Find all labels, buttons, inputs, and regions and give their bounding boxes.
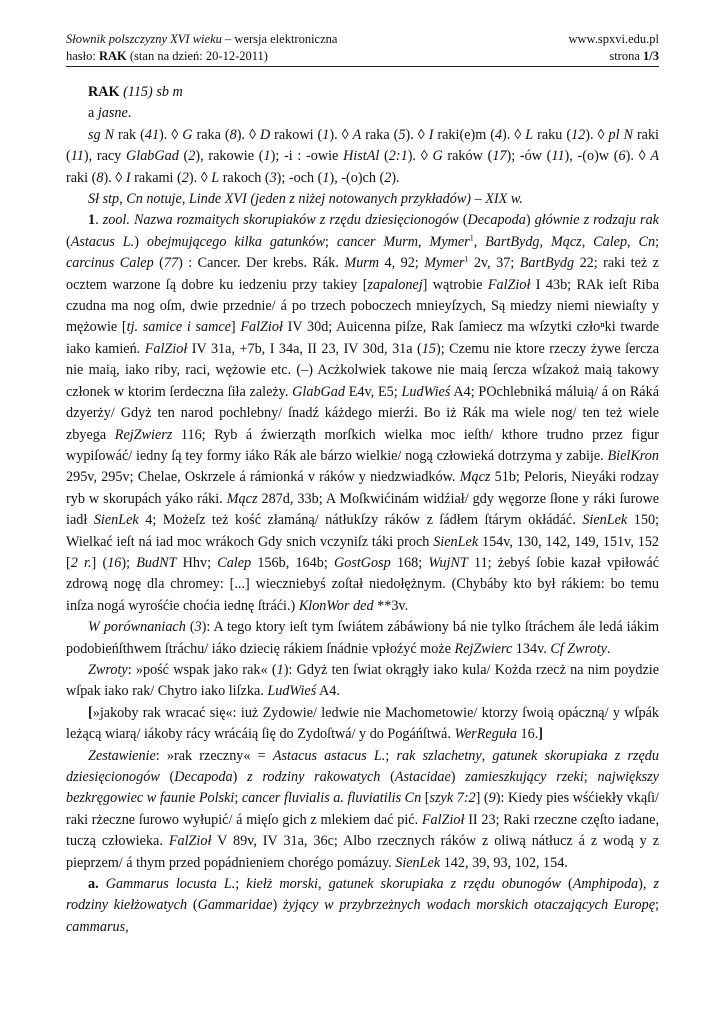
headword-label: hasło: RAK (stan na dzień: 20-12-2011) [66, 49, 268, 63]
entry-para: a. Gammarus locusta L.; kiełż morski, gatunek skorupiaka z rzędu obunogów (Amphipoda), z rodziny kiełżowatych (Gammaridae) żyjący w przybrzeżnych wodach morskich otaczających Europę; cammarus, [66, 876, 659, 935]
entry-para: sg N rak (41). ◊ G raka (8). ◊ D rakowi (1). ◊ A raka (5). ◊ I raki(e)m (4). ◊ L raku (12). ◊ pl N raki (11), racy GlabGad (2), rakowie (1); -i : -owie HistAl (2:1). ◊ G raków (17); -ów (11), -(o)w (6). ◊ A raki (8). ◊ I rakami (2). ◊ L rakoch (3); -och (1), -(o)ch (2). [66, 126, 659, 186]
entry-para: Zwroty: »pość wspak jako rak« (1): Gdyż ten ſwiat okrągły iako kula/ Kożda rzecż na nim poydzie wſpak iako rak/ Chytro iako liſzka. LudWieś A4. [66, 661, 660, 700]
dictionary-title: Słownik polszczyzny XVI wieku – wersja elektroniczna [66, 32, 338, 46]
entry-para: W porównaniach (3): A tego ktory ieſt tym ſwiátem zábáwiony bá nie tylko ſtráchem ále ledá iákim podobieńſthwem ſtráchu/ iáko dziecię rákiem ſnádnie vpłoźyć może RejZwierc 134v. Cf Zwroty. [66, 619, 659, 657]
header-divider [66, 66, 659, 67]
entry-para: a jasne. [88, 105, 132, 122]
entry-body [66, 82, 659, 938]
entry-para: Zestawienie: »rak rzeczny« = Astacus astacus L.; rak szlachetny, gatunek skorupiaka z rzędu dziesięcionogów (Decapoda) z rodziny rakowatych (Astacidae) zamieszkujący rzeki; największy bezkręgowiec w faunie Polski; cancer fluvialis a. fluviatilis Cn [szyk 7:2] (9): Kiedy pies wśćiekły vkąſi/ raki rżeczne ſurowo wyłupić/ á mięſo gich z mlekiem dać pić. FalZioł II 23; Raki rzeczne częſto iadane, tuczą człowieka. FalZioł V 89v, IV 31a, 36c; Albo rzecznych ráków z oliwą nátłucz á z wodą y z pieprzem/ á thym przed popádnieniem chorégo pomázuy. SienLek 142, 39, 93, 102, 154. [66, 747, 659, 871]
page-indicator: strona 1/3 [609, 49, 659, 63]
entry-para: [»jakoby rak wracać się«: iuż Zydowie/ ledwie nie Machometowie/ ktorzy ſwoią opáczną/ y wſpák leżącą wiarą/ iákoby rácy wrácáią ſię do Zydoſtwá/ y do Pogáńſtwá. WerReguła 16.] [66, 704, 659, 743]
page-header [66, 31, 659, 65]
entry-para: 1. zool. Nazwa rozmaitych skorupiaków z rzędu dziesięcionogów (Decapoda) głównie z rodzaju rak (Astacus L.) obejmującego kilka gatunków; cancer Murm, Mymer$^1$, BartBydg, Mącz, Calep, Cn; carcinus Calep (77) : Cancer. Der krebs. Rák. Murm 4, 92; Mymer$^1$ 2v, 37; BartBydg 22; raki też z ocztem warzone ſą dobre ku iedzeniu przy takiey [zapalonej] wątrobie FalZioł I 43b; RAk ieſt Riba czudna ma nog oſm, dwie przednie/ á po trzech poboczech mnieyſzych, Są miedzy niemi niewiaſty y mężowie [tj. samice i samce] FalZioł IV 30d; Auicenna piſze, Rak ſamiecz ma wſzytki człoⁿki twarde iako kamień. FalZioł IV 31a, +7b, I 34a, II 23, IV 30d, 31a (15); Czemu nie ktore rzeczy żywe ſercza nie maią, iako riby, raci, wężowie etc. (–) Acżkolwiek takowe nie maią ſercza wſzakoż maią takowy członek w ktorim ſerdeczna ſiła zależy. GlabGad E4v, E5; LudWieś A4; POchlebniká máluią/ á on Ráká dzyerży/ Gdyż ten narod pochlebny/ ſnadź káżdego mierźi. Bo iż Rák ma wiele nog/ ten też wiele zbyega RejZwierz 116; Ryb á źwierząth morſkich wielka moc ieſth/ kthore trudno przez figur wypiſowáć/ iedny ſą tey formy iáko Rák ale bárzo wielkie/ nogą człowieká dotrzyma y zabije. BielKron 295v, 295v; Chelae, Oskrzele á rámionká v ráków y niedzwiadków. Mącz 51b; Peloris, Nieyáki rodzay ryb w skorupách yáko ráki. Mącz 287d, 33b; A Moſkwićinám widźiał/ gdy węgorze ſłone y ráki ſurowe iadł SienLek 4; Możeſz też kość złamáną/ nátłukſzy ráków z ſádłem ſtárym okłádáć. SienLek 150; Wielkać ieſt ná iad moc wrákoch Gdy snich vczyniſz táki proch SienLek 154v, 130, 142, 149, 151v, 152 [2 r.] (16); BudNT Hhv; Calep 156b, 164b; GostGosp 168; WujNT 11; żebyś ſobie kazał vpiłowáć zdrową nogę dla chromey: [...] wieczniebyś zoſtał niedołężnym. (Chybáby kto był rákiem: bo temu inſza nogá wyrośćie choćia iednę ſtráći.) KlonWor ded **3v. [66, 212, 660, 614]
entry-para: Sł stp, Cn notuje, Linde XVI (jeden z niżej notowanych przykładów) – XIX w. [88, 191, 523, 208]
entry-headline: RAK (115) sb m [88, 84, 183, 100]
site-url[interactable]: www.spxvi.edu.pl [568, 32, 659, 46]
